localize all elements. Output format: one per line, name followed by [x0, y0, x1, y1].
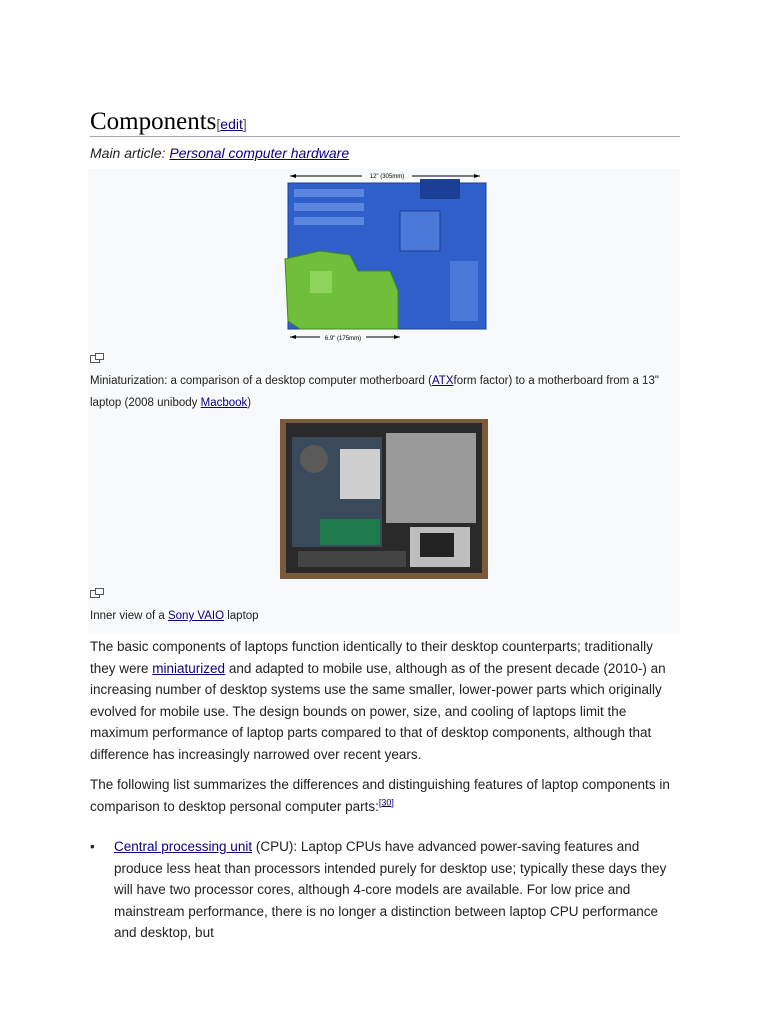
- main-article-prefix: Main article:: [90, 145, 170, 161]
- bullet-dot: •: [90, 839, 95, 854]
- cpu-link[interactable]: Central processing unit: [114, 839, 253, 854]
- caption2-part-a: Inner view of a: [90, 610, 168, 622]
- section-title: Components: [90, 108, 217, 135]
- reference-30-link[interactable]: [30]: [378, 797, 394, 808]
- caption1-part-a: Miniaturization: a comparison of a desktop computer motherboard (: [90, 375, 432, 387]
- sony-vaio-link[interactable]: Sony VAIO: [167, 610, 225, 622]
- edit-section: [216, 116, 246, 132]
- edit-link[interactable]: edit: [220, 116, 243, 132]
- list-item-text: [114, 836, 680, 944]
- dim-label-top: 12" (305mm): [369, 174, 405, 180]
- optical-drive: [386, 433, 476, 523]
- paragraph1-part-a: The basic components of laptops function identically to their desktop counterparts; traditionally they were: [90, 639, 653, 676]
- board-slot-3: [294, 217, 364, 225]
- macbook-link[interactable]: Macbook: [200, 397, 248, 409]
- section-heading: [90, 104, 680, 137]
- sony-vaio-inner-image[interactable]: [280, 419, 488, 579]
- board-slot-1: [294, 189, 364, 197]
- miniaturized-link[interactable]: miniaturized: [152, 660, 226, 676]
- atx-link[interactable]: ATX: [431, 375, 454, 387]
- figure1-caption: [90, 370, 675, 414]
- caption2-part-b: laptop: [224, 610, 259, 622]
- figure2-caption: [90, 605, 675, 627]
- heatsink: [340, 449, 380, 499]
- cpu-fan: [300, 445, 328, 473]
- edit-bracket-close: ]: [242, 116, 247, 132]
- enlarge-icon-2[interactable]: [90, 588, 104, 598]
- main-article-hatnote: [90, 145, 349, 161]
- caption1-part-b: form factor) to a motherboard from a 13" laptop (2008 unibody: [90, 375, 659, 409]
- paragraph1-part-b: and adapted to mobile use, although as of the present decade (2010-) an increasing number of desktop systems use the same smaller, lower-power parts which originally evolved for mobile use. The design bounds on power, size, and cooling of laptops limit the maximum performance of laptop parts compared to that of desktop components, although that difference has increasingly narrowed over recent years.: [90, 660, 666, 762]
- paragraph-components: [90, 636, 682, 766]
- board-io-panel: [420, 179, 460, 199]
- dim-label-bottom: 6.9" (175mm): [324, 336, 362, 342]
- board-cpu-socket: [400, 211, 440, 251]
- board-slot-2: [294, 203, 364, 211]
- board-ram-slots: [450, 261, 478, 321]
- battery-area: [298, 551, 406, 567]
- cpu-description: (CPU): Laptop CPUs have advanced power-saving features and produce less heat than processors intended purely for desktop use; typically these days they will have two processor cores, although 4-core models are available. For low price and mainstream performance, there is no longer a distinction between laptop CPU performance and desktop, but: [114, 839, 667, 941]
- laptop-chip: [310, 271, 332, 293]
- motherboard-comparison-image[interactable]: [280, 171, 490, 343]
- main-article-link[interactable]: Personal computer hardware: [169, 145, 350, 161]
- hard-drive: [420, 533, 454, 557]
- paragraph-list-intro: [90, 774, 682, 817]
- caption1-part-c: ): [247, 397, 252, 409]
- ram-module: [320, 519, 380, 545]
- paragraph2-text: The following list summarizes the differences and distinguishing features of laptop components in comparison to desktop personal computer parts:: [90, 777, 670, 814]
- edit-bracket-open: [: [216, 116, 221, 132]
- enlarge-icon[interactable]: [90, 353, 104, 363]
